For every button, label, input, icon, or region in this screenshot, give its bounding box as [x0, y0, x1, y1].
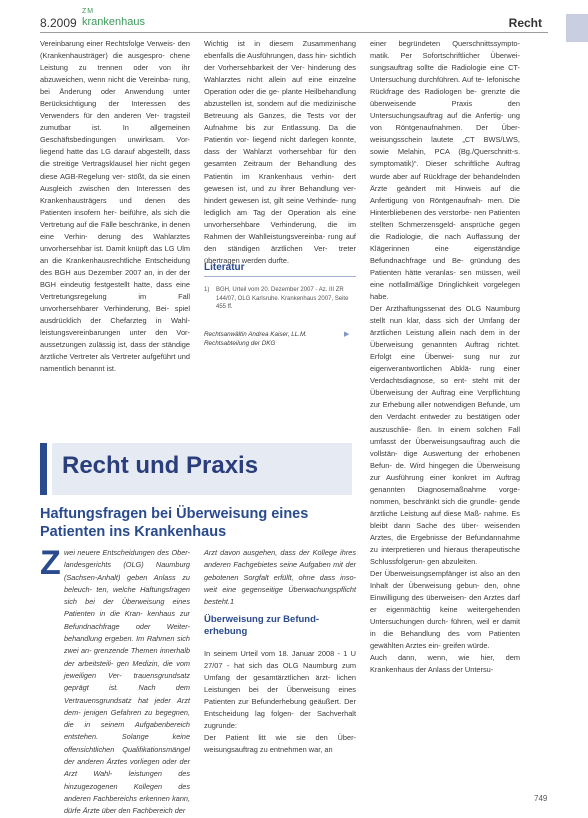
section-tab	[566, 14, 588, 42]
footnote-number: 1)	[204, 287, 210, 293]
column-3	[370, 38, 520, 676]
author-credit: Rechtsanwältin Andrea Kaiser, LL.M. Rechtsabteilung der DKG	[204, 331, 308, 347]
paragraph: Auch dann, wenn, wie hier, dem Krankenhaus der Anlass der Untersu-	[370, 653, 520, 675]
section-label: Recht	[508, 16, 542, 30]
article-lead-continued	[204, 547, 356, 608]
column-2	[204, 38, 356, 267]
banner-accent	[40, 443, 47, 495]
literature-heading: Literatur	[204, 262, 245, 273]
paragraph: In seinem Urteil vom 18. Januar 2008 - 1 U 27/07 - hat sich das OLG Naumburg zum Umfang der gesamtärztlichen ärzt- lichen Leistungen bei der Überweisung eines Patienten zur Befunderhebung geäußert. Der Entscheidung lag folgen- der Sachverhalt zugrunde:	[204, 649, 356, 731]
footnote-text: BGH, Urteil vom 20. Dezember 2007 - Az. III ZR 144/07, OLG Karlsruhe. Krankenhaus 2007, Seite 455 ff.	[216, 287, 349, 310]
column-1	[40, 38, 190, 375]
article-body	[204, 648, 356, 756]
paragraph: Der Arzthaftungssenat des OLG Naumburg stellt nun klar, dass sich der Umfang der ärztlichen Leistung allein nach dem in der Überweisung genannten Auftrag richtet. Erfolgt eine Überwei- sung nur zur eigenverantwortlichen Abklä- rung einer Verdachtsdiagnose, so ent- steht mit der Überweisung der Auftrag eine Verpflichtung zur Erhebung aller notwendigen Befunde, um den Verdacht entweder zu bestätigen oder auszuschlie- ßen. In einem solchen Fall umfasst der Überweisungsauftrag auch die vollstän- dige Auswertung der erhobenen Befun- de. Wird hingegen die Überweisung zur Ausführung einer konkret im Auftrag genannten Diagnosemaßnahme vorge- nommen, beschränkt sich die grundle- gende ärztliche Leistung auf diese Maß- nahme. Es bleibt dann Sache des über- weisenden Arztes, die Ergebnisse der Befundannahme zu interpretieren und hieraus therapeutische Schlussfolgerun- gen abzuleiten.	[370, 304, 520, 567]
subheading: Überweisung zur Befund- erhebung	[204, 614, 320, 637]
logo-text: krankenhaus	[82, 16, 145, 28]
article-headline: Haftungsfragen bei Überweisung eines Patienten ins Krankenhaus	[40, 506, 309, 540]
paragraph: Vereinbarung einer Rechtsfolge Verweis- den (Krankenhausträger) die ausgespro- chene Leistung zu trennen oder von ihr abzuweichen, wenn nicht die Vereinba- rung, bei Änderung oder Anwendung unter Berücksichtigung der Interessen des Verwenders für den anderen Ver- tragsteil zumutbar ist. In allgemeinen Geschäftsbedingungen unwirksam. Vor- liegend hatte das LG darauf abgestellt, dass die streitige Vertragsklausel hier nicht gegen diese AGB-Regelung ver- stößt, da sie einen Ausgleich zwischen den Interessen des Krankenhausträgers und denen des Patienten insofern her- beiführe, als sich die Vertretung auf die Fälle beschränke, in denen eine Verhin- derung des Wahlarztes unvorhersehbar ist. Damit knüpft das LG Ulm an die Krankenhausrechtliche Entscheidung des BGH aus Dezember 2007 an, in der der BGH eindeutig festgestellt hatte, dass eine Vertretungsregelung im Fall unvorhersehbarer Verhinderung, Bei- spiel ausdrücklich der Chefarzteg in Wahl- leistungsvereinbarungen unter den Vor- aussetzungen zulässig ist, dass der ständige ärztliche Vertreter als Vertreter aufgeführt und namentlich benannt ist.	[40, 39, 190, 374]
header-rule	[40, 32, 548, 33]
end-arrow-icon: ▶	[344, 331, 350, 338]
paragraph: Der Überweisungsempfänger ist also an den Inhalt der Überweisung gebun- den, ohne Einwilligung des überweisen- den Arztes darf er eigenmächtig keine weitergehenden Untersuchungen durch- führen, weil er damit in die Behandlung des vom Patienten gewählten Arztes ein- greifen würde.	[370, 569, 520, 651]
logo-top: ZM	[82, 8, 95, 15]
page-number: 749	[534, 794, 548, 803]
issue-date: 8.2009	[40, 16, 77, 30]
article-lead	[64, 547, 190, 818]
paragraph: Wichtig ist in diesem Zusammenhang ebenfalls die Ausführungen, dass hin- sichtlich der Vorhersehbarkeit der Ver- hinderung des Wahlarztes nicht allein auf eine einzelne Operation oder die ge- plante Heilbehandlung abzustellen ist, sondern auf die medizinische Betreuung als Ganzes, die Tests vor der Aufnahme bis zur Entlassung. Da die Patientin vor- liegend nicht darlegen konnte, dass der Wahlarzt vorhersehbar für den gesamten Zeitraum der Behandlung des Patientin im Krankenhaus verhin- dert gewesen ist, und zu ihrer Behandlung ver- hindert gewesen ist, gilt seine Verhinde- rung lediglich am Tag der Operation als eine unvorhersehbare Verhinderung, die im Rahmen der Wahlleistungsvereinba- rung auf den ständigen ärztlichen Ver- treter übertragen werden durfte.	[204, 39, 356, 265]
drop-cap: Z	[40, 544, 61, 582]
lead-paragraph: wei neuere Entscheidungen des Ober- landesgerichts (OLG) Naumburg (Sachsen-Anhalt) geben Anlass zu beleuch- ten, welche Haftungsfragen sich bei der Überweisung eines Patienten in die Kran- kenhaus zur Befundnachfrage oder Weiter- behandlung ergeben. Im Rahmen sich zwei an- grenzende Themen innerhalb der arbeitsteili- gen Medizin, die vom jeweiligen Ver- trauensgrundsatz geprägt ist. Nach dem Vertrauensgrundsatz hat jeder Arzt dem- jenigen Gefahren zu begegnen, die in seinem Aufgabenbereich entstehen. Solange keine offensichtlichen Qualifikationsmängel der anderen Ärztes vorliegen oder der Arzt Wahl- leistungen des hinzugezogenen Kollegen des anderen Fachbereichs erkennen kann, dürfe Ärzte über den Fachbereich der	[64, 548, 190, 816]
magazine-logo	[82, 8, 145, 30]
lead-paragraph: Arzt davon ausgehen, dass der Kollege ihres anderen Fachgebietes seine Aufgaben mit der gebotenen Sorgfalt erfüllt, ohne dass inso- weit eine gegenseitige Überwachungspflicht besteht.1	[204, 548, 356, 607]
paragraph: Der Patient litt wie sie den Über- weisungsauftrag zu entnehmen war, an	[204, 733, 356, 755]
page-header	[0, 0, 588, 34]
literature-rule	[204, 276, 356, 277]
banner-title: Recht und Praxis	[62, 452, 259, 479]
paragraph: einer begründeten Querschnittssympto- matik. Per Sofortschriftlicher Überwei- sungsauftrag sollte die Radiologie eine CT-Untersuchung durchführen. Auf te- lefonische Rückfrage des Radiologen be- grenzte die überweisende Praxis den Untersuchungsauftrag auf die Anfertig- ung von Röntgenaufnahmen. Der Über- weisungsschein lautete „CT BWS/LWS, sowie Melahin, PCA (Bg./Querschnitt-s. symptomatik)“. Dieser schriftliche Auftrag wurde aber auf Rückfrage der behandelnden Ärzte geändert mit Hinweis auf die Anfertigung von Röntgenaufnah- men. Die Hinterbliebenen des verstorbe- nen Patienten stellten Schmerzensgeld- ansprüche gegen die Radiologie, die nach Auffassung der Klägerinnen eine eigenständige Befundnachfrage und Be- gründung des Patienten hätte veranlas- sen müssen, weil eine notfallmäßige Dringlichkeit vorgelegen habe.	[370, 39, 520, 301]
